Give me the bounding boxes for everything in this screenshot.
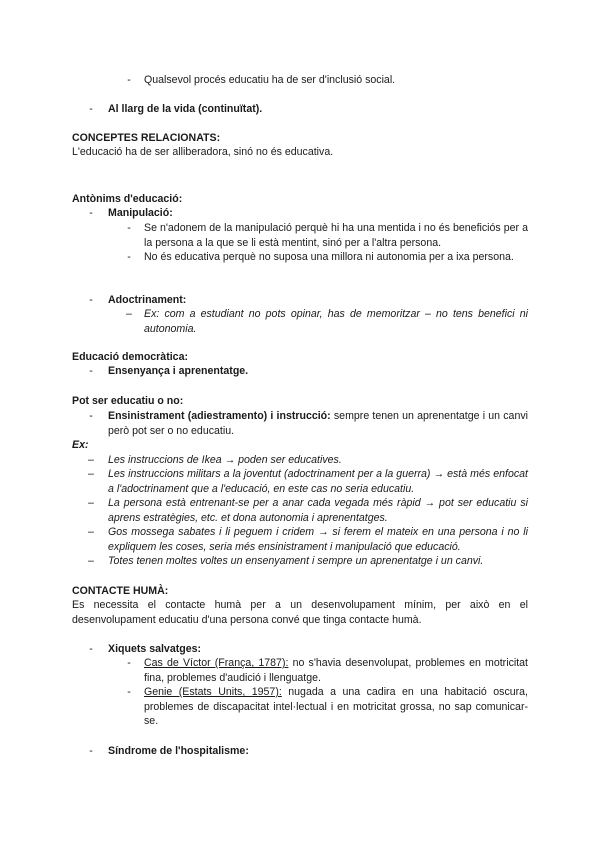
case-victor-label: Cas de Víctor (França, 1787): bbox=[144, 657, 289, 669]
example-item bbox=[108, 525, 528, 554]
list-item-al-llarg: Al llarg de la vida (continuïtat). bbox=[108, 103, 263, 115]
bullet-dash: - bbox=[89, 294, 93, 306]
list-item-ensinistrament bbox=[108, 409, 528, 438]
example-item bbox=[108, 467, 528, 496]
heading-contacte: CONTACTE HUMÀ: bbox=[72, 585, 169, 597]
heading-antonims: Antònims d'educació: bbox=[72, 193, 183, 205]
example-item bbox=[108, 554, 528, 569]
list-item-case-genie bbox=[144, 685, 528, 729]
list-item-adoc-ex bbox=[144, 307, 528, 336]
list-item-adoctrinament: Adoctrinament: bbox=[108, 294, 187, 306]
list-item-manip-2 bbox=[144, 250, 528, 265]
list-item-case-victor bbox=[144, 656, 528, 685]
bullet-dash: - bbox=[127, 74, 131, 86]
list-item-sindrome: Síndrome de l'hospitalisme: bbox=[108, 745, 249, 757]
text-conceptes: L'educació ha de ser alliberadora, sinó no és educativa. bbox=[72, 146, 334, 158]
example-text: Gos mossega sabates i li peguem i cridem → si ferem el mateix en una persona i no li expliquem les coses, seria més ensinistrament i manipulació que educació. bbox=[108, 526, 528, 553]
ensinistrament-text: sempre tenen un aprenentatge i un canvi però pot ser o no educatiu. bbox=[108, 410, 528, 437]
heading-democratica: Educació democràtica: bbox=[72, 351, 188, 363]
case-genie-label: Genie (Estats Units, 1957): bbox=[144, 686, 282, 698]
list-item-qualsevol: Qualsevol procés educatiu ha de ser d'inclusió social. bbox=[144, 74, 396, 86]
bullet-dash: - bbox=[89, 103, 93, 115]
bullet-dash: – bbox=[88, 497, 94, 509]
example-text: Totes tenen moltes voltes un ensenyament i sempre un aprenentatge i un canvi. bbox=[108, 555, 484, 567]
adoc-ex-text: Ex: com a estudiant no pots opinar, has de memoritzar – no tens benefici ni autonomia. bbox=[144, 308, 528, 335]
list-item-manipulacio: Manipulació: bbox=[108, 207, 173, 219]
text-contacte bbox=[72, 598, 528, 627]
heading-pot-ser: Pot ser educatiu o no: bbox=[72, 395, 184, 407]
heading-conceptes: CONCEPTES RELACIONATS: bbox=[72, 132, 221, 144]
bullet-dash: - bbox=[89, 207, 93, 219]
example-text: Les instruccions militars a la joventut (adoctrinament per a la guerra) → està més enfocat a l'adoctrinament que a l'educació, en este cas no seria educatiu. bbox=[108, 468, 528, 495]
example-text: Les instruccions de Ikea → poden ser educatives. bbox=[108, 454, 342, 466]
case-genie-text: nugada a una cadira en una habitació oscura, problemes de discapacitat intel·lectual i en motricitat grossa, no sap comunicar-se. bbox=[144, 686, 528, 727]
bullet-dash: – bbox=[88, 526, 94, 538]
bullet-dash: – bbox=[88, 468, 94, 480]
bullet-dash: - bbox=[89, 643, 93, 655]
bullet-dash: - bbox=[89, 365, 93, 377]
list-item-ensenyanca: Ensenyança i aprenentatge. bbox=[108, 365, 249, 377]
manip-1-text: Se n'adonem de la manipulació perquè hi ha una mentida i no és beneficiós per a la persona a la que se li està mentint, sinó per a l'altra persona. bbox=[144, 222, 528, 249]
list-item-xiquets: Xiquets salvatges: bbox=[108, 643, 202, 655]
bullet-dash: - bbox=[89, 745, 93, 757]
contacte-text: Es necessita el contacte humà per a un desenvolupament mínim, per això en el desenvolupament educatiu d'una persona convé que tinga contacte humà. bbox=[72, 599, 528, 626]
bullet-dash: - bbox=[127, 222, 131, 234]
ensinistrament-label: Ensinistrament (adiestramento) i instrucció: bbox=[108, 410, 331, 422]
ex-label: Ex: bbox=[72, 439, 89, 451]
example-item bbox=[108, 496, 528, 525]
bullet-dash: - bbox=[127, 686, 131, 698]
bullet-dash: – bbox=[88, 454, 94, 466]
bullet-dash: - bbox=[127, 251, 131, 263]
example-item bbox=[108, 453, 528, 468]
list-item-manip-1 bbox=[144, 221, 528, 250]
bullet-dash: - bbox=[127, 657, 131, 669]
example-text: La persona està entrenant-se per a anar cada vegada més ràpid → pot ser educatiu si aprens estratègies, etc. et dona autonomia i aprenentatges. bbox=[108, 497, 528, 524]
bullet-dash: – bbox=[126, 308, 132, 320]
bullet-dash: – bbox=[88, 555, 94, 567]
bullet-dash: - bbox=[89, 410, 93, 422]
manip-2-text: No és educativa perquè no suposa una millora ni autonomia per a ixa persona. bbox=[144, 251, 514, 263]
case-victor-text: no s'havia desenvolupat, problemes en motricitat fina, problemes d'audició i llenguatge. bbox=[144, 657, 528, 684]
